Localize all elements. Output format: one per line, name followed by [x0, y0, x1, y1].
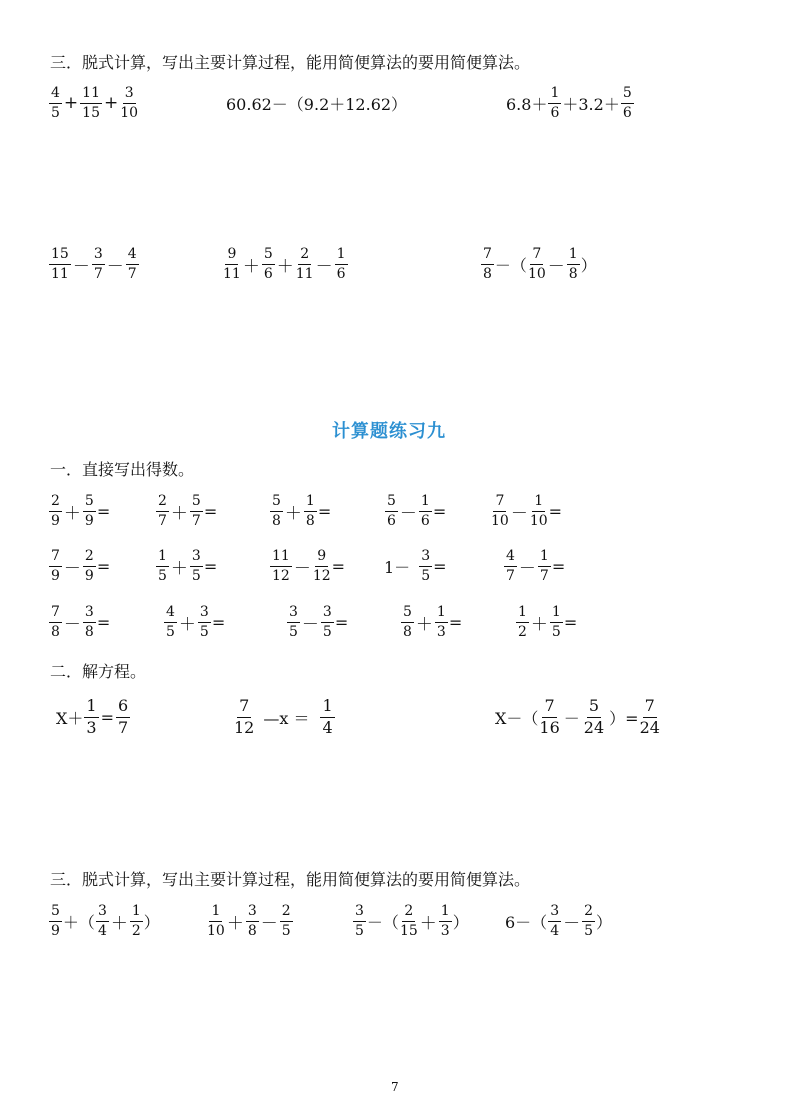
fraction: $\frac{7}{8}$ [483, 246, 492, 282]
p1-r3-c2: $\frac{4}{5}$ ＋ $\frac{3}{5}$ = [166, 604, 226, 640]
p1-r2-c2: $\frac{1}{5}$ ＋ $\frac{3}{5}$ = [158, 548, 218, 584]
part3-expr-4: 6－（ $\frac{3}{4}$ － $\frac{2}{5}$ ） [505, 903, 613, 939]
p1-r3-c5: $\frac{1}{2}$ ＋ $\frac{1}{5}$ = [518, 604, 578, 640]
fraction: $\frac{3}{7}$ [93, 246, 103, 282]
fraction: $\frac{1}{8}$ [568, 246, 578, 282]
section-heading-top: 三．脱式计算，写出主要计算过程，能用简便算法的要用简便算法。 [50, 53, 531, 72]
top-expr-3: 6.8＋ $\frac{1}{6}$ ＋3.2＋ $\frac{5}{6}$ [506, 85, 632, 121]
part3-expr-1: $\frac{5}{9}$ ＋（ $\frac{3}{4}$ ＋ $\frac{1}{2}$ ） [51, 903, 160, 939]
top-expr-4: $\frac{15}{11}$ － $\frac{3}{7}$ － $\frac{4}{7}$ [51, 246, 137, 282]
equation-2: $\frac{7}{12}$ —x ＝ $\frac{1}{4}$ [234, 696, 333, 737]
fraction: $\frac{9}{11}$ [223, 246, 241, 282]
part3-expr-3: $\frac{3}{5}$ －（ $\frac{2}{15}$ ＋ $\frac{1}{3}$ ） [355, 903, 469, 939]
p1-r3-c3: $\frac{3}{5}$ － $\frac{3}{5}$ = [289, 604, 349, 640]
p1-r2-c1: $\frac{7}{9}$ － $\frac{2}{9}$ = [51, 548, 111, 584]
fraction: $\frac{15}{11}$ [51, 246, 69, 282]
fraction: $\frac{5}{6}$ [263, 246, 273, 282]
part3-expr-2: $\frac{1}{10}$ ＋ $\frac{3}{8}$ － $\frac{2}{5}$ [207, 903, 291, 939]
fraction: $\frac{3}{10}$ [120, 85, 139, 121]
top-expr-6: $\frac{7}{8}$ －（ $\frac{7}{10}$ － $\frac{1}{8}$ ） [483, 246, 597, 282]
top-expr-5: $\frac{9}{11}$ ＋ $\frac{5}{6}$ ＋ $\frac{2}{11}$ － $\frac{1}{6}$ [223, 246, 346, 282]
p1-r2-c4: 1－ $\frac{3}{5}$ = [384, 548, 447, 584]
fraction: $\frac{1}{6}$ [336, 246, 346, 282]
fraction: $\frac{11}{15}$ [82, 85, 100, 121]
exercise-title: 计算题练习九 [332, 421, 446, 442]
p1-r1-c3: $\frac{5}{8}$ ＋ $\frac{1}{8}$ = [272, 493, 332, 529]
part3-heading: 三．脱式计算，写出主要计算过程，能用简便算法的要用简便算法。 [50, 870, 531, 889]
fraction: $\frac{4}{5}$ [51, 85, 60, 121]
p1-r1-c1: $\frac{2}{9}$ ＋ $\frac{5}{9}$ = [51, 493, 111, 529]
fraction: $\frac{1}{6}$ [550, 85, 560, 121]
part2-heading: 二．解方程。 [50, 662, 147, 681]
p1-r2-c5: $\frac{4}{7}$ － $\frac{1}{7}$ = [506, 548, 566, 584]
equation-1: X＋ $\frac{1}{3}$ = $\frac{6}{7}$ [56, 696, 129, 737]
equation-3: X－（ $\frac{7}{16}$ － $\frac{5}{24}$ ）= $\frac{7}{24}$ [495, 696, 660, 737]
top-expr-1: $\frac{4}{5}$ + $\frac{11}{15}$ + $\frac{3}{10}$ [51, 85, 139, 121]
p1-r1-c2: $\frac{2}{7}$ ＋ $\frac{5}{7}$ = [158, 493, 218, 529]
fraction: $\frac{5}{6}$ [622, 85, 632, 121]
p1-r1-c4: $\frac{5}{6}$ － $\frac{1}{6}$ = [387, 493, 447, 529]
fraction: $\frac{2}{11}$ [295, 246, 314, 282]
p1-r1-c5: $\frac{7}{10}$ － $\frac{1}{10}$ = [491, 493, 563, 529]
part1-heading: 一．直接写出得数。 [50, 460, 195, 479]
page-number: 7 [391, 1080, 399, 1094]
fraction: $\frac{7}{10}$ [527, 246, 546, 282]
top-expr-2: 60.62－（9.2＋12.62） [226, 95, 408, 114]
p1-r3-c4: $\frac{5}{8}$ ＋ $\frac{1}{3}$ = [403, 604, 463, 640]
fraction: $\frac{4}{7}$ [127, 246, 137, 282]
p1-r2-c3: $\frac{11}{12}$ － $\frac{9}{12}$ = [272, 548, 346, 584]
p1-r3-c1: $\frac{7}{8}$ － $\frac{3}{8}$ = [51, 604, 111, 640]
